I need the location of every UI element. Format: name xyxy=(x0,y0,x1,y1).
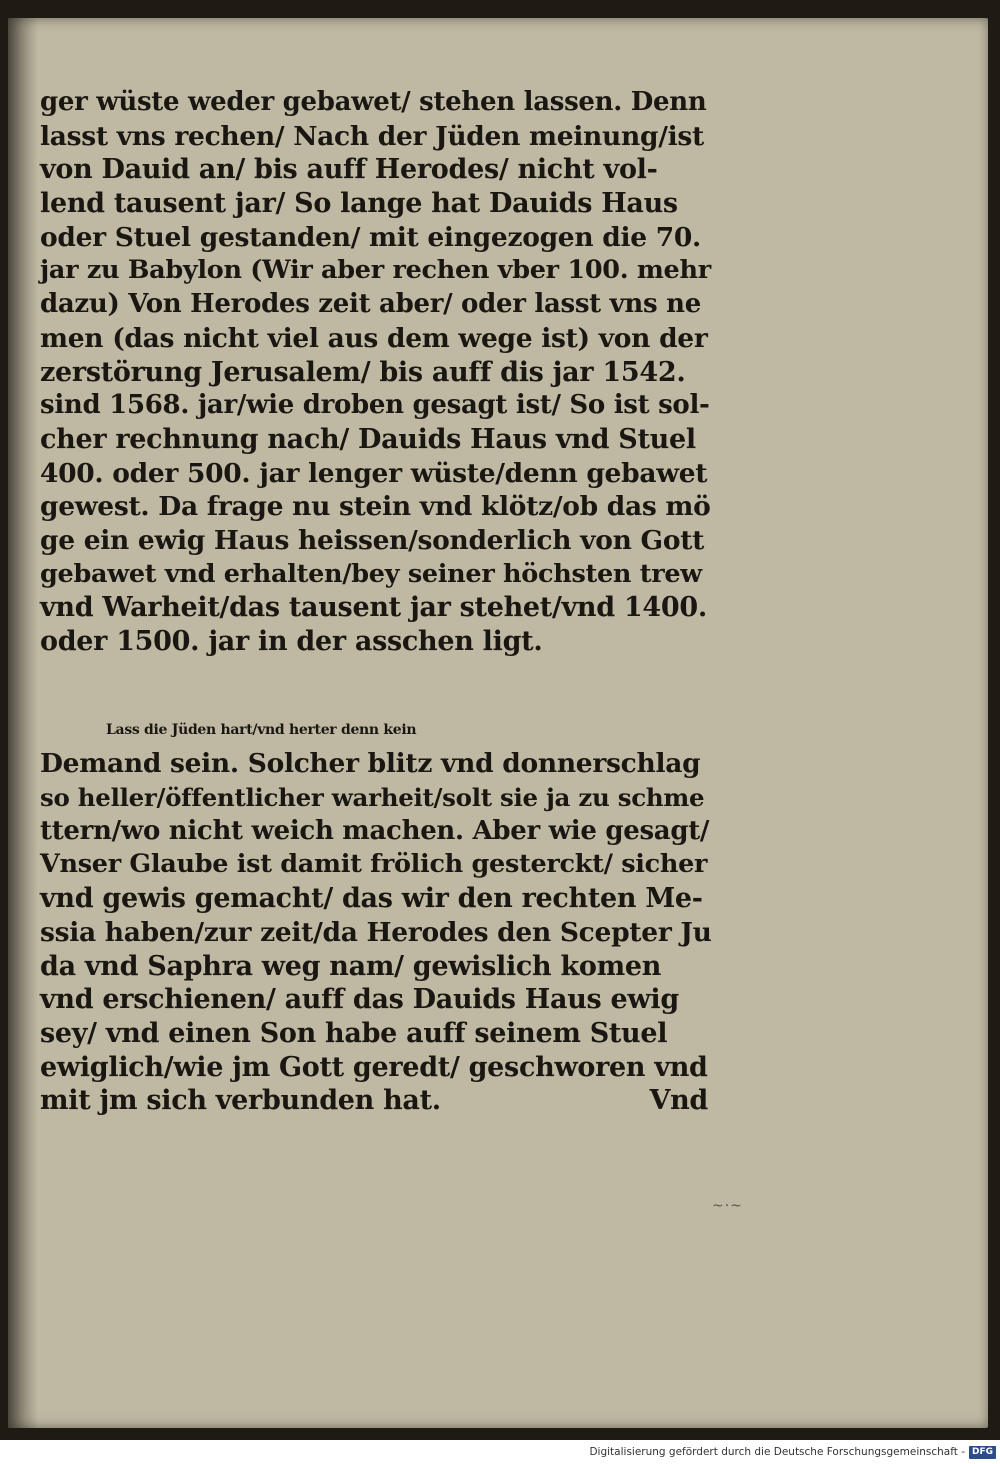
page-text xyxy=(40,86,712,1118)
text-line: ger wüste weder gebawet/ stehen lassen. Denn xyxy=(40,87,707,117)
text-line: zerstörung Jerusalem/ bis auff dis jar 1542. xyxy=(40,356,686,388)
text-line: da vnd Saphra weg nam/ gewislich komen xyxy=(40,950,662,982)
text-line: ssia haben/zur zeit/da Herodes den Scepter Ju xyxy=(40,916,712,948)
text-line: vnd Warheit/das tausent jar stehet/vnd 1400. xyxy=(40,592,707,624)
text-line-content: mit jm sich verbunden hat. xyxy=(40,1085,441,1117)
text-line: oder Stuel gestanden/ mit eingezogen die 70. xyxy=(40,221,701,253)
text-line: men (das nicht viel aus dem wege ist) von der xyxy=(40,322,708,354)
text-line: lend tausent jar/ So lange hat Dauids Haus xyxy=(40,188,678,220)
text-line: vnd erschienen/ auff das Dauids Haus ewig xyxy=(40,984,679,1016)
text-line: oder 1500. jar in der asschen ligt. xyxy=(40,626,543,657)
book-page xyxy=(8,18,988,1428)
text-line: cher rechnung nach/ Dauids Haus vnd Stuel xyxy=(40,423,696,455)
text-line: Lass die Jüden hart/vnd herter denn kein xyxy=(106,721,417,738)
text-line: ewiglich/wie jm Gott geredt/ geschworen vnd xyxy=(40,1051,708,1083)
text-line: von Dauid an/ bis auff Herodes/ nicht vol- xyxy=(40,154,658,186)
last-text-line xyxy=(40,1084,712,1118)
text-line: gebawet vnd erhalten/bey seiner höchsten trew xyxy=(40,558,702,589)
paragraph-gap xyxy=(40,659,712,714)
text-line: Vnser Glaube ist damit frölich gesterckt/ sicher xyxy=(40,849,708,880)
text-line: jar zu Babylon (Wir aber rechen vber 100. mehr xyxy=(40,255,711,286)
dfg-logo-icon: DFG xyxy=(969,1446,996,1459)
text-line: dazu) Von Herodes zeit aber/ oder lasst vns ne xyxy=(40,289,701,320)
text-line: ge ein ewig Haus heissen/sonderlich von Gott xyxy=(40,524,705,556)
text-line: 400. oder 500. jar lenger wüste/denn gebawet xyxy=(40,457,708,489)
text-line: gewest. Da frage nu stein vnd klötz/ob das mö xyxy=(40,491,711,523)
text-line: Demand sein. Solcher blitz vnd donnerschlag xyxy=(40,748,701,780)
footer-credit: Digitalisierung gefördert durch die Deutsche Forschungsgemeinschaft - xyxy=(589,1446,965,1458)
text-line: lasst vns rechen/ Nach der Jüden meinung/ist xyxy=(40,120,704,152)
text-line: ttern/wo nicht weich machen. Aber wie gesagt/ xyxy=(40,815,710,846)
text-line: sey/ vnd einen Son habe auff seinem Stuel xyxy=(40,1017,668,1049)
text-line: sind 1568. jar/wie droben gesagt ist/ So ist sol- xyxy=(40,390,710,421)
catchword: Vnd xyxy=(649,1085,708,1117)
digitization-footer xyxy=(589,1444,996,1460)
text-line: vnd gewis gemacht/ das wir den rechten Me- xyxy=(40,883,703,915)
printer-ornament: ~·~ xyxy=(712,1198,743,1214)
text-line: so heller/öffentlicher warheit/solt sie ja zu schme xyxy=(40,783,705,813)
